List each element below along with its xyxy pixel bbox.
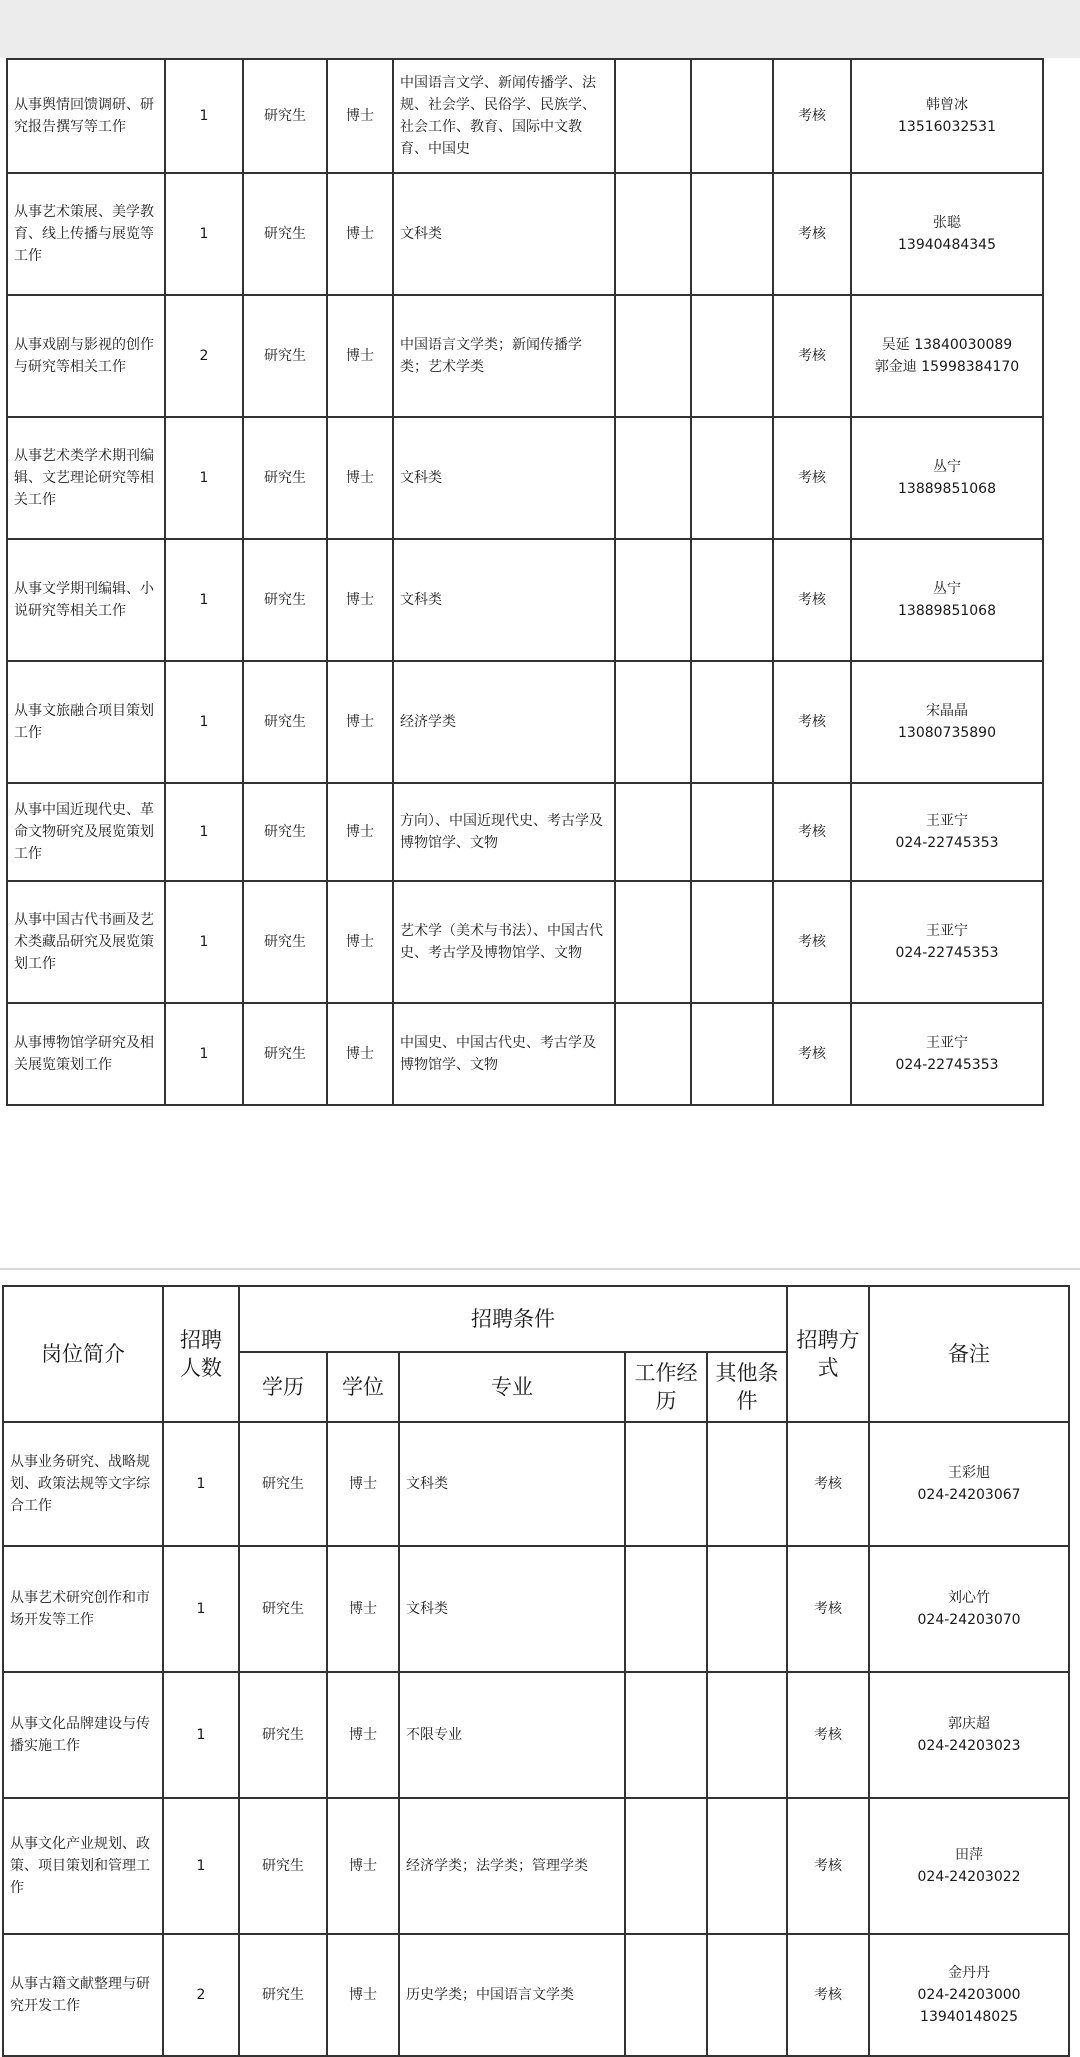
degree: 博士 (327, 59, 393, 173)
hire-count: 1 (163, 1422, 239, 1546)
degree: 博士 (327, 1422, 399, 1546)
remark-line: 13889851068 (898, 481, 996, 497)
table-row (7, 881, 1043, 1003)
major: 方向）、中国近现代史、考古学及博物馆学、文物 (393, 783, 615, 881)
education: 研究生 (243, 59, 327, 173)
education: 研究生 (243, 539, 327, 661)
education: 研究生 (243, 417, 327, 539)
hire-count: 1 (165, 881, 243, 1003)
education: 研究生 (243, 661, 327, 783)
hire-count: 1 (163, 1798, 239, 1934)
table-row (7, 59, 1043, 173)
education: 研究生 (243, 881, 327, 1003)
other-conditions (691, 1003, 773, 1105)
education: 研究生 (243, 783, 327, 881)
major: 经济学类；法学类；管理学类 (399, 1798, 625, 1934)
position-intro: 从事艺术研究创作和市场开发等工作 (3, 1546, 163, 1672)
other-conditions (707, 1934, 787, 2056)
degree: 博士 (327, 881, 393, 1003)
degree: 博士 (327, 417, 393, 539)
other-conditions (707, 1672, 787, 1798)
other-conditions (691, 417, 773, 539)
remark-line: 王彩旭 (948, 1465, 991, 1481)
remark-contact (851, 661, 1043, 783)
degree: 博士 (327, 1546, 399, 1672)
major: 文科类 (393, 173, 615, 295)
hire-method: 考核 (773, 881, 851, 1003)
hire-count: 1 (163, 1672, 239, 1798)
remark-line: 刘心竹 (948, 1590, 991, 1606)
degree: 博士 (327, 783, 393, 881)
remark-line: 王亚宁 (926, 1035, 968, 1051)
position-intro: 从事文学期刊编辑、小说研究等相关工作 (7, 539, 165, 661)
hire-method: 考核 (773, 783, 851, 881)
education: 研究生 (243, 1003, 327, 1105)
remark-line: 13516032531 (898, 119, 996, 135)
remark-line: 丛宁 (933, 581, 961, 597)
remark-line: 田萍 (955, 1847, 984, 1863)
other-conditions (691, 295, 773, 417)
major: 中国语言文学、新闻传播学、法规、社会学、民俗学、民族学、社会工作、教育、国际中文教育、中国史 (393, 59, 615, 173)
position-intro: 从事文旅融合项目策划工作 (7, 661, 165, 783)
degree: 博士 (327, 661, 393, 783)
degree: 博士 (327, 1003, 393, 1105)
major: 文科类 (399, 1546, 625, 1672)
remark-line: 13080735890 (898, 725, 996, 741)
work-experience (615, 295, 691, 417)
hire-count: 1 (165, 1003, 243, 1105)
work-experience (615, 661, 691, 783)
education: 研究生 (239, 1422, 327, 1546)
hire-method: 考核 (787, 1672, 869, 1798)
remark-contact (869, 1672, 1069, 1798)
remark-line: 宋晶晶 (926, 703, 968, 719)
major: 经济学类 (393, 661, 615, 783)
other-conditions (691, 783, 773, 881)
hire-method: 考核 (787, 1798, 869, 1934)
remark-line: 024-24203000 (917, 1987, 1021, 2003)
other-conditions (707, 1798, 787, 1934)
remark-contact (851, 295, 1043, 417)
remark-contact (851, 783, 1043, 881)
top-scan-strip (0, 0, 1080, 58)
header-remark: 备注 (869, 1286, 1069, 1422)
work-experience (615, 783, 691, 881)
hire-method: 考核 (773, 661, 851, 783)
major: 不限专业 (399, 1672, 625, 1798)
position-intro: 从事戏剧与影视的创作与研究等相关工作 (7, 295, 165, 417)
hire-method: 考核 (773, 173, 851, 295)
header-edu: 学历 (239, 1352, 327, 1422)
position-intro: 从事中国近现代史、革命文物研究及展览策划工作 (7, 783, 165, 881)
table-row (3, 1422, 1069, 1546)
remark-line: 024-22745353 (895, 945, 999, 961)
remark-line: 13889851068 (898, 603, 996, 619)
remark-line: 024-22745353 (895, 1057, 999, 1073)
other-conditions (707, 1422, 787, 1546)
header-degree: 学位 (327, 1352, 399, 1422)
position-intro: 从事艺术类学术期刊编辑、文艺理论研究等相关工作 (7, 417, 165, 539)
hire-method: 考核 (773, 539, 851, 661)
education: 研究生 (243, 295, 327, 417)
header-count: 招聘人数 (163, 1286, 239, 1422)
remark-line: 024-24203070 (917, 1612, 1021, 1628)
remark-contact (851, 1003, 1043, 1105)
position-intro: 从事文化品牌建设与传播实施工作 (3, 1672, 163, 1798)
header-intro: 岗位简介 (3, 1286, 163, 1422)
table-row (3, 1672, 1069, 1798)
remark-contact (851, 173, 1043, 295)
hire-count: 1 (165, 417, 243, 539)
hire-count: 2 (163, 1934, 239, 2056)
remark-line: 024-24203067 (917, 1487, 1021, 1503)
other-conditions (707, 1546, 787, 1672)
header-major: 专业 (399, 1352, 625, 1422)
major: 文科类 (393, 417, 615, 539)
other-conditions (691, 173, 773, 295)
header-other: 其他条件 (707, 1352, 787, 1422)
hire-count: 1 (165, 661, 243, 783)
education: 研究生 (239, 1546, 327, 1672)
hire-method: 考核 (773, 1003, 851, 1105)
remark-line: 024-22745353 (895, 835, 999, 851)
header-work: 工作经历 (625, 1352, 707, 1422)
education: 研究生 (239, 1798, 327, 1934)
remark-contact (851, 417, 1043, 539)
major: 中国语言文学类；新闻传播学类；艺术学类 (393, 295, 615, 417)
work-experience (625, 1546, 707, 1672)
hire-count: 1 (163, 1546, 239, 1672)
position-intro: 从事古籍文献整理与研究开发工作 (3, 1934, 163, 2056)
work-experience (615, 881, 691, 1003)
work-experience (625, 1672, 707, 1798)
position-intro: 从事业务研究、战略规划、政策法规等文字综合工作 (3, 1422, 163, 1546)
table-row (7, 1003, 1043, 1105)
major: 文科类 (393, 539, 615, 661)
position-intro: 从事博物馆学研究及相关展览策划工作 (7, 1003, 165, 1105)
hire-count: 1 (165, 783, 243, 881)
degree: 博士 (327, 539, 393, 661)
table-row (7, 661, 1043, 783)
other-conditions (691, 59, 773, 173)
other-conditions (691, 661, 773, 783)
remark-line: 韩曾冰 (926, 97, 968, 113)
education: 研究生 (239, 1934, 327, 2056)
remark-contact (851, 539, 1043, 661)
work-experience (615, 417, 691, 539)
remark-line: 丛宁 (933, 459, 961, 475)
remark-line: 13940484345 (898, 237, 996, 253)
hire-count: 1 (165, 59, 243, 173)
work-experience (615, 59, 691, 173)
header-conditions: 招聘条件 (239, 1286, 787, 1352)
table-row (7, 417, 1043, 539)
hire-count: 2 (165, 295, 243, 417)
work-experience (625, 1798, 707, 1934)
hire-method: 考核 (787, 1422, 869, 1546)
remark-line: 王亚宁 (926, 923, 968, 939)
position-intro: 从事文化产业规划、政策、项目策划和管理工作 (3, 1798, 163, 1934)
table-row (3, 1934, 1069, 2056)
remark-line: 金丹丹 (948, 1965, 991, 1981)
hire-method: 考核 (787, 1934, 869, 2056)
remark-line: 024-24203022 (917, 1869, 1021, 1885)
hire-method: 考核 (787, 1546, 869, 1672)
remark-line: 郭金迪 15998384170 (874, 359, 1020, 375)
major: 文科类 (399, 1422, 625, 1546)
lower-recruitment-table (2, 1285, 1070, 2057)
major: 中国史、中国古代史、考古学及博物馆学、文物 (393, 1003, 615, 1105)
table-row (7, 539, 1043, 661)
hire-count: 1 (165, 173, 243, 295)
major: 历史学类；中国语言文学类 (399, 1934, 625, 2056)
other-conditions (691, 881, 773, 1003)
work-experience (625, 1422, 707, 1546)
header-method: 招聘方式 (787, 1286, 869, 1422)
remark-line: 吴延 13840030089 (881, 337, 1013, 353)
position-intro: 从事中国古代书画及艺术类藏品研究及展览策划工作 (7, 881, 165, 1003)
work-experience (615, 1003, 691, 1105)
education: 研究生 (243, 173, 327, 295)
remark-contact (869, 1934, 1069, 2056)
position-intro: 从事舆情回馈调研、研究报告撰写等工作 (7, 59, 165, 173)
remark-contact (869, 1798, 1069, 1934)
remark-line: 郭庆超 (948, 1716, 991, 1732)
remark-contact (851, 881, 1043, 1003)
degree: 博士 (327, 1798, 399, 1934)
hire-method: 考核 (773, 417, 851, 539)
remark-contact (869, 1546, 1069, 1672)
other-conditions (691, 539, 773, 661)
position-intro: 从事艺术策展、美学教育、线上传播与展览等工作 (7, 173, 165, 295)
degree: 博士 (327, 173, 393, 295)
work-experience (615, 539, 691, 661)
remark-line: 13940148025 (920, 2009, 1019, 2025)
degree: 博士 (327, 295, 393, 417)
remark-line: 024-24203023 (917, 1738, 1021, 1754)
remark-line: 张聪 (933, 215, 961, 231)
upper-recruitment-table (6, 58, 1044, 1106)
education: 研究生 (239, 1672, 327, 1798)
table-row (7, 295, 1043, 417)
work-experience (615, 173, 691, 295)
table-row (7, 783, 1043, 881)
remark-line: 王亚宁 (926, 813, 968, 829)
degree: 博士 (327, 1934, 399, 2056)
table-row (3, 1798, 1069, 1934)
remark-contact (851, 59, 1043, 173)
work-experience (625, 1934, 707, 2056)
hire-method: 考核 (773, 59, 851, 173)
degree: 博士 (327, 1672, 399, 1798)
major: 艺术学（美术与书法）、中国古代史、考古学及博物馆学、文物 (393, 881, 615, 1003)
hire-method: 考核 (773, 295, 851, 417)
remark-contact (869, 1422, 1069, 1546)
page-divider (0, 1268, 1080, 1270)
table-row (3, 1546, 1069, 1672)
table-row (7, 173, 1043, 295)
hire-count: 1 (165, 539, 243, 661)
